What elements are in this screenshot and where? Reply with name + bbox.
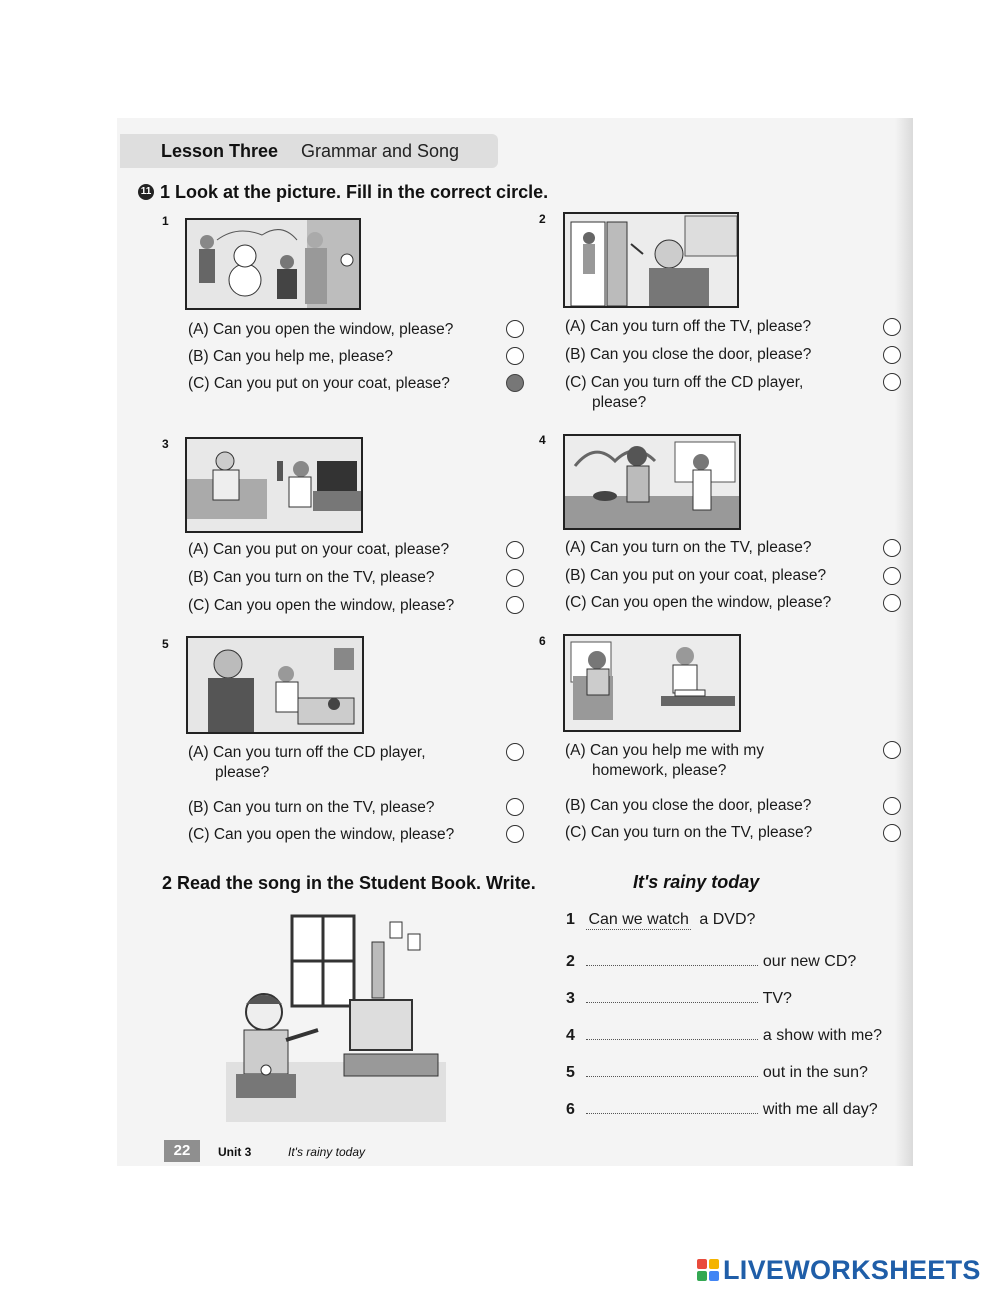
item-number: 5	[162, 637, 169, 651]
item-number: 3	[162, 437, 169, 451]
song-line-number: 6	[566, 1101, 575, 1118]
song-line-number: 1	[566, 911, 575, 928]
exercise-1-title: 1 Look at the picture. Fill in the correct circle.	[160, 182, 549, 202]
song-line-text: with me all day?	[762, 1101, 878, 1118]
option-2b: (B) Can you close the door, please?	[565, 346, 812, 363]
option-5a-line1: (A) Can you turn off the CD player,	[188, 744, 426, 761]
option-3a: (A) Can you put on your coat, please?	[188, 541, 450, 558]
liveworksheets-logo[interactable]	[697, 1254, 981, 1285]
answer-blank-2[interactable]	[586, 951, 758, 966]
picture-2-door	[563, 212, 739, 308]
footer-topic: It's rainy today	[288, 1145, 365, 1159]
answer-blank-5[interactable]	[586, 1062, 758, 1077]
answer-blank-4[interactable]	[586, 1025, 758, 1040]
item-number: 2	[539, 212, 546, 226]
option-5a-line2: please?	[215, 764, 270, 781]
option-6c: (C) Can you turn on the TV, please?	[565, 824, 813, 841]
answer-circle-4a[interactable]	[883, 539, 901, 557]
answer-circle-3c[interactable]	[506, 596, 524, 614]
option-5c: (C) Can you open the window, please?	[188, 826, 455, 843]
answer-circle-5c[interactable]	[506, 825, 524, 843]
audio-track-icon[interactable]: 11	[138, 184, 154, 200]
answer-circle-2a[interactable]	[883, 318, 901, 336]
song-line-text: our new CD?	[762, 953, 857, 970]
option-1c: (C) Can you put on your coat, please?	[188, 375, 450, 392]
song-line-number: 2	[566, 953, 575, 970]
option-1b: (B) Can you help me, please?	[188, 348, 394, 365]
answer-circle-6a[interactable]	[883, 741, 901, 759]
song-line-1	[566, 911, 755, 930]
answer-circle-6c[interactable]	[883, 824, 901, 842]
item-number: 6	[539, 634, 546, 648]
picture-6-homework	[563, 634, 741, 732]
option-1a: (A) Can you open the window, please?	[188, 321, 454, 338]
answer-circle-3b[interactable]	[506, 569, 524, 587]
option-5b: (B) Can you turn on the TV, please?	[188, 799, 435, 816]
option-4a: (A) Can you turn on the TV, please?	[565, 539, 812, 556]
page-number: 22	[164, 1140, 200, 1162]
option-5a	[188, 743, 426, 783]
option-4b: (B) Can you put on your coat, please?	[565, 567, 827, 584]
song-line-6	[566, 1099, 878, 1119]
logo-square	[709, 1271, 719, 1281]
logo-square	[697, 1259, 707, 1269]
song-line-text: a DVD?	[699, 911, 756, 928]
answer-circle-1c[interactable]	[506, 374, 524, 392]
answer-circle-3a[interactable]	[506, 541, 524, 559]
option-2c-line1: (C) Can you turn off the CD player,	[565, 374, 804, 391]
answer-circle-1b[interactable]	[506, 347, 524, 365]
answer-blank-6[interactable]	[586, 1099, 758, 1114]
picture-3-living-room	[185, 437, 363, 533]
answer-circle-6b[interactable]	[883, 797, 901, 815]
lesson-title: Lesson Three	[161, 141, 279, 161]
option-4c: (C) Can you open the window, please?	[565, 594, 832, 611]
liveworksheets-logo-icon	[697, 1259, 719, 1281]
song-line-2	[566, 951, 856, 971]
song-line-text: TV?	[762, 990, 792, 1007]
answer-circle-5b[interactable]	[506, 798, 524, 816]
option-6a-line1: (A) Can you help me with my	[565, 742, 764, 759]
page-edge-shadow	[895, 118, 913, 1166]
song-line-text: a show with me?	[762, 1027, 883, 1044]
song-line-number: 4	[566, 1027, 575, 1044]
song-title: It's rainy today	[633, 872, 760, 892]
picture-4-kitchen	[563, 434, 741, 530]
option-2c	[565, 373, 803, 413]
lesson-header	[120, 134, 498, 168]
item-number: 4	[539, 433, 546, 447]
answer-circle-4c[interactable]	[883, 594, 901, 612]
song-line-number: 3	[566, 990, 575, 1007]
item-number: 1	[162, 214, 169, 228]
answer-circle-2c[interactable]	[883, 373, 901, 391]
song-line-text: out in the sun?	[762, 1064, 868, 1081]
song-answer-example: Can we watch	[588, 911, 689, 928]
logo-square	[709, 1259, 719, 1269]
song-line-5	[566, 1062, 868, 1082]
answer-circle-2b[interactable]	[883, 346, 901, 364]
option-3c: (C) Can you open the window, please?	[188, 597, 455, 614]
picture-5-cd-player	[186, 636, 364, 734]
footer-unit: Unit 3	[218, 1145, 252, 1159]
logo-text: LIVEWORKSHEETS	[723, 1254, 981, 1285]
option-3b: (B) Can you turn on the TV, please?	[188, 569, 435, 586]
exercise-2-title: 2 Read the song in the Student Book. Write.	[162, 873, 536, 893]
song-line-number: 5	[566, 1064, 575, 1081]
song-line-3	[566, 988, 792, 1008]
option-6a	[565, 741, 764, 781]
answer-circle-5a[interactable]	[506, 743, 524, 761]
picture-1-snowman	[185, 218, 361, 310]
answer-circle-1a[interactable]	[506, 320, 524, 338]
song-line-4	[566, 1025, 882, 1045]
option-2c-line2: please?	[592, 394, 647, 411]
answer-circle-4b[interactable]	[883, 567, 901, 585]
picture-boy-tv	[226, 912, 446, 1122]
option-6a-line2: homework, please?	[592, 762, 727, 779]
lesson-subtitle: Grammar and Song	[301, 141, 460, 161]
option-2a: (A) Can you turn off the TV, please?	[565, 318, 812, 335]
option-6b: (B) Can you close the door, please?	[565, 797, 812, 814]
logo-square	[697, 1271, 707, 1281]
answer-blank-3[interactable]	[586, 988, 758, 1003]
